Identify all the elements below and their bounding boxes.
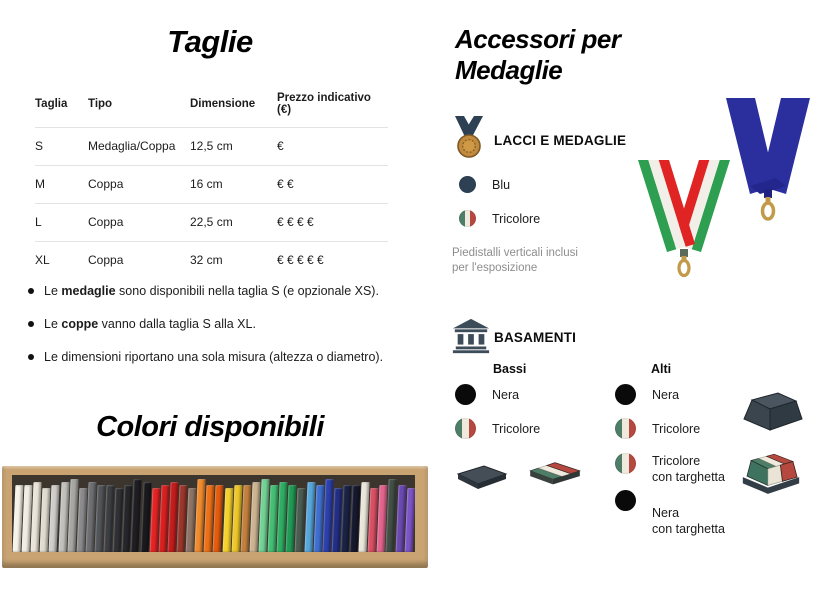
cell-tipo: Coppa: [88, 166, 190, 204]
table-row: [35, 128, 388, 166]
col-header-prezzo: Prezzo indicativo (€): [277, 92, 371, 116]
color-tile: [213, 485, 224, 552]
color-tiles: [12, 475, 415, 552]
tall-tricolore-base-image: [736, 450, 806, 498]
bullet-icon: [28, 321, 34, 327]
swatch-tricolore-icon: [615, 453, 636, 474]
option-alti-nera: Nera: [615, 384, 679, 405]
cell-taglia: S: [35, 128, 88, 166]
tricolore-ribbon-image: [638, 160, 730, 282]
table-row: [35, 166, 388, 204]
swatch-blu-icon: [459, 176, 476, 193]
pedestal-note: Piedistalli verticali inclusi per l'esposizione: [452, 247, 578, 274]
table-header-row: [35, 86, 388, 128]
cell-prezzo: € € € € €: [277, 242, 388, 280]
section-header-basamenti: BASAMENTI: [494, 330, 577, 345]
option-alti-nera-targhetta: Nera con targhetta: [615, 490, 725, 537]
cell-prezzo: € €: [277, 166, 388, 204]
swatch-nera-icon: [455, 384, 476, 405]
col-header-dimensione: Dimensione: [190, 98, 256, 110]
cell-taglia: L: [35, 204, 88, 242]
cell-tipo: Coppa: [88, 242, 190, 280]
bullet-icon: [28, 288, 34, 294]
cell-taglia: M: [35, 166, 88, 204]
bullet-icon: [28, 354, 34, 360]
note-item: Le dimensioni riportano una sola misura (altezza o diametro).: [26, 349, 428, 366]
cell-dimensione: 22,5 cm: [190, 204, 277, 242]
bank-icon: [451, 318, 491, 354]
col-header-taglia: Taglia: [35, 98, 68, 110]
section-header-lacci: LACCI E MEDAGLIE: [494, 133, 627, 148]
color-tile: [295, 488, 305, 552]
cell-prezzo: € € € €: [277, 204, 388, 242]
table-row: [35, 242, 388, 280]
note-item: Le medaglie sono disponibili nella taglia S (e opzionale XS).: [26, 283, 428, 300]
swatch-tricolore-icon: [459, 210, 476, 227]
column-header-bassi: Bassi: [493, 362, 527, 376]
note-item: Le coppe vanno dalla taglia S alla XL.: [26, 316, 428, 333]
cell-tipo: Medaglia/Coppa: [88, 128, 190, 166]
swatch-nera-icon: [615, 490, 636, 511]
cell-tipo: Coppa: [88, 204, 190, 242]
page-title-taglie: Taglie: [167, 24, 253, 59]
option-lacci-tricolore: Tricolore: [459, 210, 540, 227]
cell-taglia: XL: [35, 242, 88, 280]
option-bassi-tricolore: Tricolore: [455, 418, 540, 439]
color-samples-photo: [2, 466, 428, 568]
option-bassi-nera: Nera: [455, 384, 519, 405]
cell-prezzo: €: [277, 128, 388, 166]
swatch-tricolore-icon: [455, 418, 476, 439]
swatch-tricolore-icon: [615, 418, 636, 439]
notes-list: [26, 283, 428, 382]
col-header-tipo: Tipo: [88, 98, 113, 110]
swatch-nera-icon: [615, 384, 636, 405]
color-tile: [404, 488, 414, 552]
option-alti-tricolore: Tricolore: [615, 418, 700, 439]
cell-dimensione: 12,5 cm: [190, 128, 277, 166]
cell-dimensione: 16 cm: [190, 166, 277, 204]
option-lacci-blu: Blu: [459, 176, 510, 193]
blue-ribbon-image: [724, 98, 812, 230]
page-title-colori: Colori disponibili: [96, 411, 324, 443]
option-alti-tricolore-targhetta: Tricolore con targhetta: [615, 453, 725, 485]
column-header-alti: Alti: [651, 362, 672, 376]
flat-black-base-image: [450, 462, 512, 492]
cell-dimensione: 32 cm: [190, 242, 277, 280]
medal-icon: [451, 116, 487, 160]
flat-tricolore-base-image: [524, 458, 586, 490]
page-title-accessori: Accessori per Medaglie: [455, 24, 621, 85]
tall-black-base-image: [736, 388, 806, 438]
sizes-table: [35, 86, 388, 279]
table-row: [35, 204, 388, 242]
